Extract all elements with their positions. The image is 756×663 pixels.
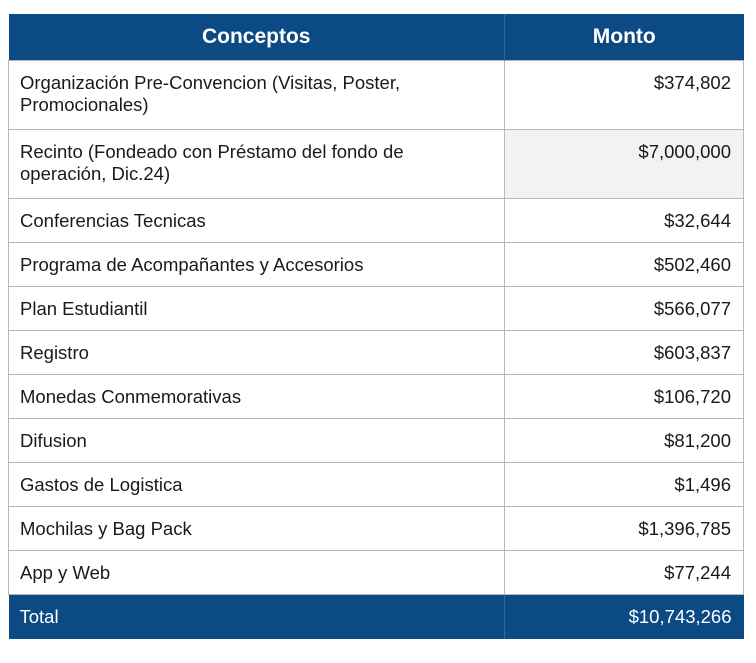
total-label: Total (9, 595, 505, 640)
concept-cell: Recinto (Fondeado con Préstamo del fondo de operación, Dic.24) (9, 130, 505, 199)
table-header (9, 14, 744, 61)
table-row (9, 375, 744, 419)
total-amount: $10,743,266 (505, 595, 744, 640)
concept-cell: Monedas Conmemorativas (9, 375, 505, 419)
amount-cell: $603,837 (505, 331, 744, 375)
table-row (9, 463, 744, 507)
amount-cell: $106,720 (505, 375, 744, 419)
table-row (9, 199, 744, 243)
concept-cell: Organización Pre-Convencion (Visitas, Poster, Promocionales) (9, 61, 505, 130)
amount-cell: $7,000,000 (505, 130, 744, 199)
table-row (9, 419, 744, 463)
concept-cell: Programa de Acompañantes y Accesorios (9, 243, 505, 287)
budget-table-container (8, 14, 743, 639)
concept-cell: Plan Estudiantil (9, 287, 505, 331)
amount-cell: $1,396,785 (505, 507, 744, 551)
concept-cell: Conferencias Tecnicas (9, 199, 505, 243)
total-row (9, 595, 744, 640)
amount-cell: $502,460 (505, 243, 744, 287)
table-row (9, 130, 744, 199)
amount-cell: $566,077 (505, 287, 744, 331)
table-row (9, 287, 744, 331)
header-concepts: Conceptos (9, 14, 505, 61)
concept-cell: Mochilas y Bag Pack (9, 507, 505, 551)
table-row (9, 551, 744, 595)
table-body (9, 61, 744, 595)
concept-cell: App y Web (9, 551, 505, 595)
concept-cell: Difusion (9, 419, 505, 463)
table-row (9, 243, 744, 287)
header-row (9, 14, 744, 61)
concept-cell: Registro (9, 331, 505, 375)
table-row (9, 61, 744, 130)
amount-cell: $77,244 (505, 551, 744, 595)
amount-cell: $81,200 (505, 419, 744, 463)
table-row (9, 331, 744, 375)
table-row (9, 507, 744, 551)
amount-cell: $1,496 (505, 463, 744, 507)
amount-cell: $374,802 (505, 61, 744, 130)
amount-cell: $32,644 (505, 199, 744, 243)
budget-table (8, 14, 744, 639)
concept-cell: Gastos de Logistica (9, 463, 505, 507)
table-footer (9, 595, 744, 640)
header-amount: Monto (505, 14, 744, 61)
